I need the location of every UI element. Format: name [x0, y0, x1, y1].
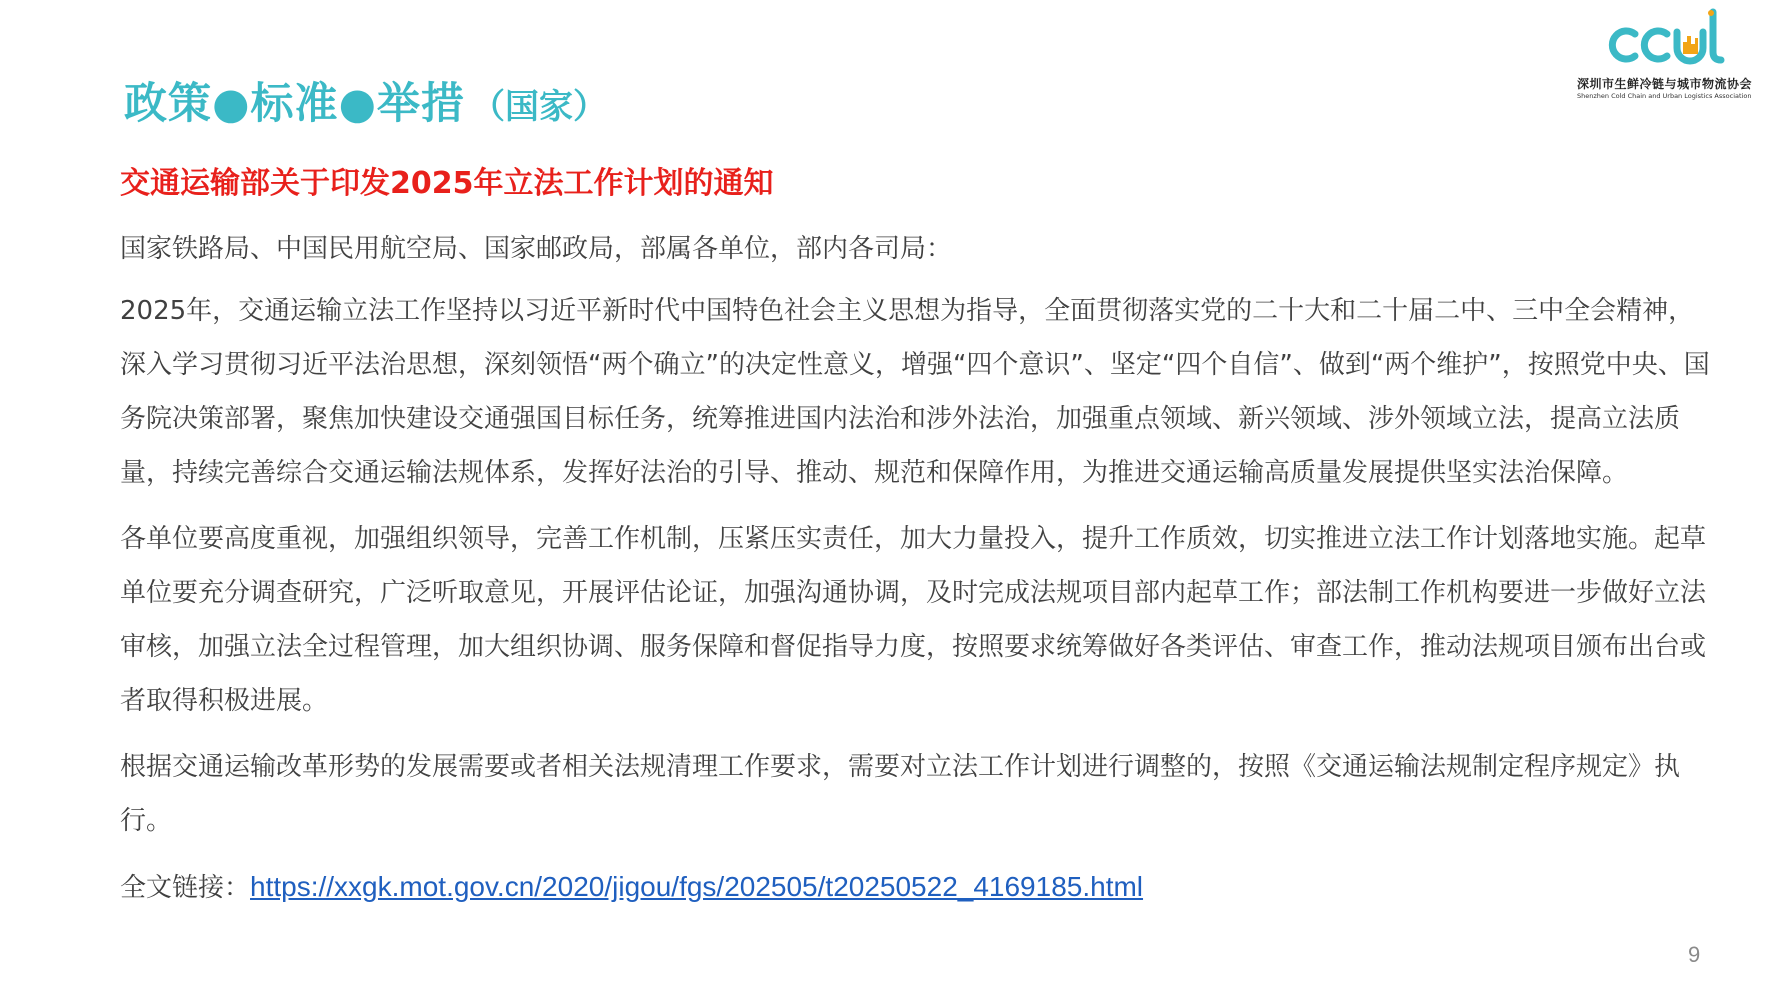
full-text-link-line [120, 860, 1710, 915]
document-body [120, 162, 1710, 915]
addressee-line: 国家铁路局、中国民用航空局、国家邮政局，部属各单位，部内各司局： [120, 234, 953, 264]
logo-english-name: Shenzhen Cold Chain and Urban Logistics Association [1577, 92, 1752, 100]
ccul-logo-icon [1605, 8, 1745, 70]
header-subtitle: （国家） [471, 87, 608, 127]
slide-header [124, 70, 607, 130]
paragraph-2: 各单位要高度重视，加强组织领导，完善工作机制，压紧压实责任，加大力量投入，提升工作质效，切实推进立法工作计划落地实施。起草单位要充分调查研究，广泛听取意见，开展评估论证，加强沟通协调，及时完成法规项目部内起草工作；部法制工作机构要进一步做好立法审核，加强立法全过程管理，加大组织协调、服务保障和督促指导力度，按照要求统筹做好各类评估、审查工作，推动法规项目颁布出台或者取得积极进展。 [120, 524, 1707, 716]
paragraph-1: 2025年，交通运输立法工作坚持以习近平新时代中国特色社会主义思想为指导，全面贯彻落实党的二十大和二十届二中、三中全会精神，深入学习贯彻习近平法治思想，深刻领悟“两个确立”的决定性意义，增强“四个意识”、坚定“四个自信”、做到“两个维护”，按照党中央、国务院决策部署，聚焦加快建设交通强国目标任务，统筹推进国内法治和涉外法治，加强重点领域、新兴领域、涉外领域立法，提高立法质量，持续完善综合交通运输法规体系，发挥好法治的引导、推动、规范和保障作用，为推进交通运输高质量发展提供坚实法治保障。 [120, 296, 1710, 488]
document-title: 交通运输部关于印发2025年立法工作计划的通知 [120, 166, 774, 201]
header-title: 政策●标准●举措 [124, 79, 466, 129]
link-label: 全文链接： [120, 873, 251, 903]
full-text-link[interactable]: https://xxgk.mot.gov.cn/2020/jigou/fgs/202505/t20250522_4169185.html [250, 871, 1144, 902]
logo-chinese-name: 深圳市生鲜冷链与城市物流协会 [1577, 77, 1753, 91]
page-number: 9 [1688, 942, 1701, 967]
paragraph-3: 根据交通运输改革形势的发展需要或者相关法规清理工作要求，需要对立法工作计划进行调整的，按照《交通运输法规制定程序规定》执行。 [120, 752, 1681, 836]
association-logo [1575, 8, 1775, 103]
